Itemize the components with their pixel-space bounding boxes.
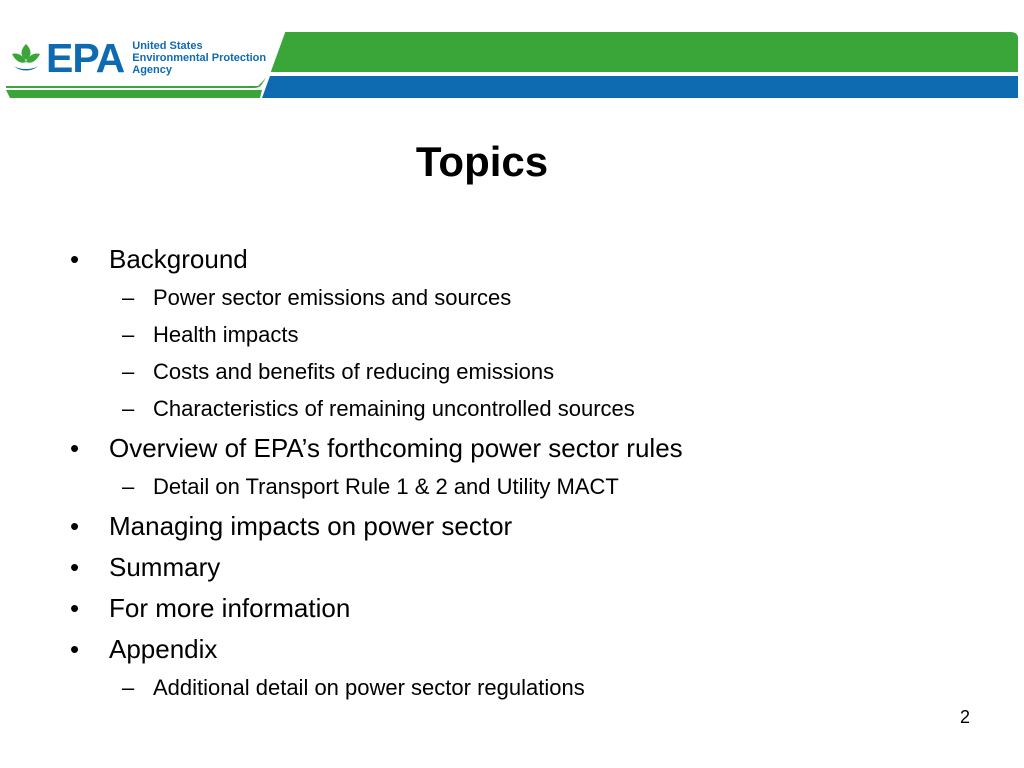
- slide-number: 2: [959, 707, 970, 727]
- green-under-strip: [6, 90, 262, 98]
- agency-line: Agency: [132, 64, 173, 76]
- bullet-item: [66, 511, 966, 541]
- bullet-marker: •: [70, 433, 80, 463]
- bullet-marker: •: [70, 552, 80, 582]
- dash-marker: –: [122, 322, 135, 347]
- bullet-item: [66, 433, 966, 463]
- epa-wordmark: EPA: [46, 34, 125, 81]
- sub-item-label: Health impacts: [153, 322, 299, 347]
- dash-marker: –: [122, 396, 135, 421]
- bullet-label: Managing impacts on power sector: [109, 511, 513, 541]
- epa-flower-icon: [8, 40, 44, 76]
- bullet-marker: •: [70, 244, 80, 274]
- bullet-item: [66, 552, 966, 582]
- bullet-label: Background: [109, 244, 248, 274]
- dash-marker: –: [122, 675, 135, 700]
- topic-list: [66, 244, 966, 701]
- bullet-marker: •: [70, 593, 80, 623]
- sub-item: [66, 474, 966, 500]
- bullet-label: For more information: [109, 593, 351, 623]
- agency-line: Environmental Protection: [132, 52, 267, 64]
- bullet-item: [66, 634, 966, 664]
- sub-item: [66, 675, 966, 701]
- header-banner: [0, 28, 1024, 100]
- sub-item-label: Power sector emissions and sources: [153, 285, 512, 310]
- bullet-label: Summary: [109, 552, 221, 582]
- sub-item-label: Additional detail on power sector regulations: [153, 675, 585, 700]
- dash-marker: –: [122, 285, 135, 310]
- sub-item-label: Costs and benefits of reducing emissions: [153, 359, 555, 384]
- sub-item-label: Characteristics of remaining uncontrolled sources: [153, 396, 635, 421]
- sub-item: [66, 359, 966, 385]
- bullet-marker: •: [70, 634, 80, 664]
- bullet-label: Appendix: [109, 634, 218, 664]
- bullet-item: [66, 244, 966, 274]
- agency-line: United States: [132, 40, 203, 52]
- bullet-marker: •: [70, 511, 80, 541]
- agency-name: [132, 40, 266, 76]
- sub-item: [66, 322, 966, 348]
- epa-logo[interactable]: [8, 36, 266, 80]
- bullet-item: [66, 593, 966, 623]
- sub-item: [66, 396, 966, 422]
- sub-item: [66, 285, 966, 311]
- dash-marker: –: [122, 359, 135, 384]
- slide-title: Topics: [415, 138, 549, 185]
- blue-band: [262, 76, 1018, 98]
- dash-marker: –: [122, 474, 135, 499]
- bullet-label: Overview of EPA’s forthcoming power sector rules: [109, 433, 683, 463]
- sub-item-label: Detail on Transport Rule 1 & 2 and Utility MACT: [153, 474, 619, 499]
